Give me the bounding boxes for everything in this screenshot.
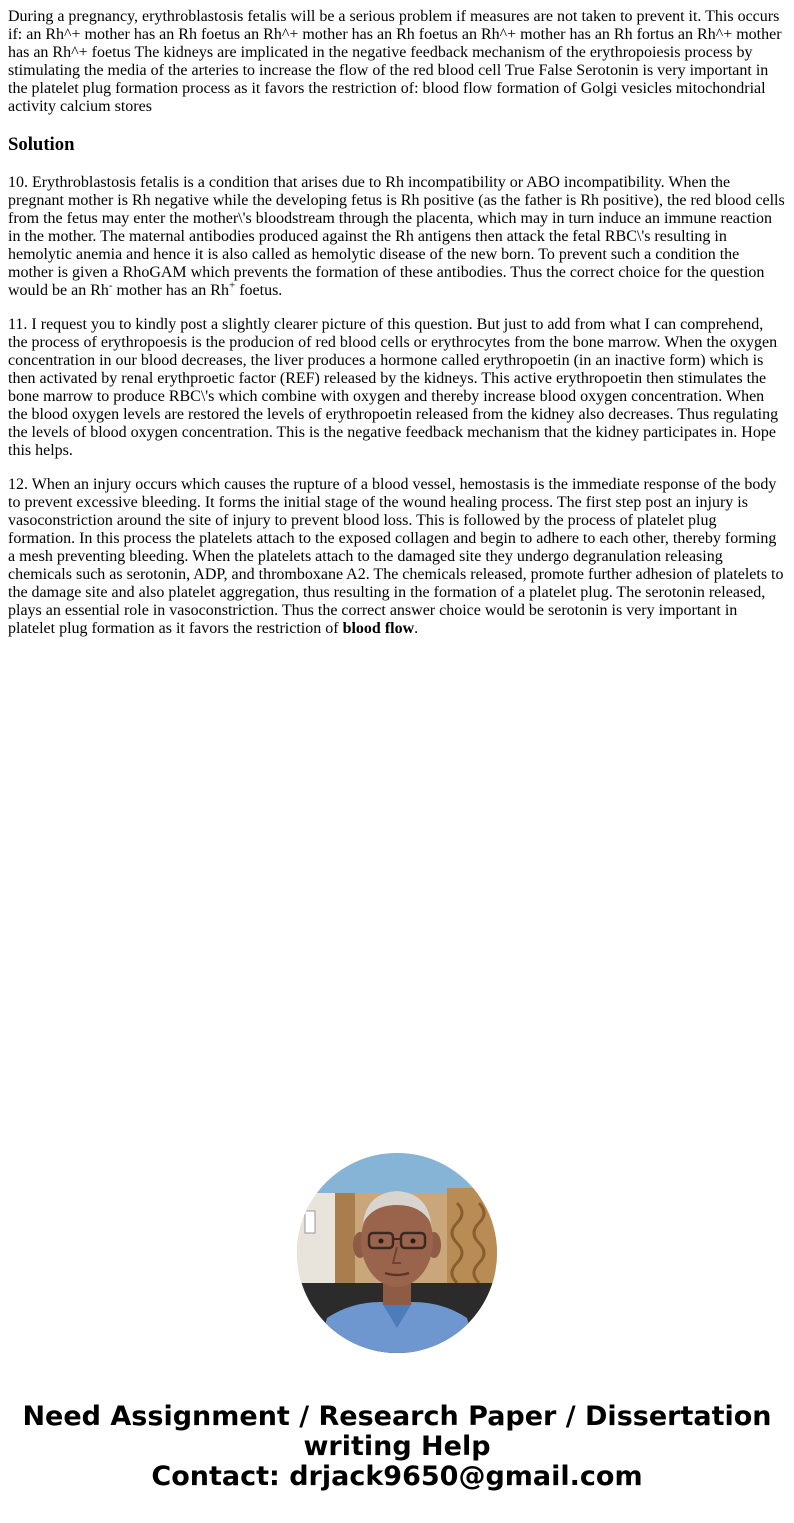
promo-banner xyxy=(0,1402,794,1492)
person-portrait-icon xyxy=(297,1153,497,1353)
answer-11: 11. I request you to kindly post a slightly clearer picture of this question. But just to add from what I can comprehend, the process of erythropoesis is the producion of red blood cells or erythrocytes from the bone marrow. When the oxygen concentration in our blood decreases, the liver produces a hormone called erythropoetin (in an inactive form) which is then activated by renal erythproetic factor (REF) released by the kidneys. This active erythropoetin then stimulates the bone marrow to produce RBC\'s which combine with oxygen and thereby increase blood oxygen concentration. When the blood oxygen levels are restored the levels of erythropoetin released from the kidney also decreases. Thus regulating the levels of blood oxygen concentration. This is the negative feedback mechanism that the kidney participates in. Hope this helps. xyxy=(8,316,779,459)
answer-12 xyxy=(8,476,786,638)
answer-12-end: . xyxy=(414,620,419,637)
solution-heading: Solution xyxy=(8,134,75,155)
answer-10-text: 10. Erythroblastosis fetalis is a condition that arises due to Rh incompatibility or ABO incompatibility. When the pregnant mother is Rh negative while the developing fetus is Rh positive (as the father is Rh positive), the red blood cells from the fetus may enter the mother\'s bloodstream through the placenta, which may in turn induce an immune reaction in the mother. The maternal antibodies produced against the Rh antigens then attack the fetal RBC\'s resulting in hemolytic anemia and hence it is also called as hemolytic disease of the new born. To prevent such a condition the mother is given a RhoGAM which prevents the formation of these antibodies. Thus the correct choice for the question would be an Rh xyxy=(8,174,785,299)
answer-12-text: 12. When an injury occurs which causes the rupture of a blood vessel, hemostasis is the immediate response of the body to prevent excessive bleeding. It forms the initial stage of the wound healing process. The first step post an injury is vasoconstriction around the site of injury to prevent blood loss. This is followed by the process of platelet plug formation. In this process the platelets attach to the exposed collagen and begin to adhere to each other, thereby forming a mesh preventing bleeding. When the platelets attach to the damaged site they undergo degranulation releasing chemicals such as serotonin, ADP, and thromboxane A2. The chemicals released, promote further adhesion of platelets to the damage site and also platelet aggregation, thus resulting in the formation of a platelet plug. The serotonin released, plays an essential role in vasoconstriction. Thus the correct answer choice would be serotonin is very important in platelet plug formation as it favors the restriction of xyxy=(8,476,784,637)
promo-headline: Need Assignment / Research Paper / Dissertation writing Help xyxy=(22,1401,772,1462)
promo-contact: Contact: drjack9650@gmail.com xyxy=(151,1461,643,1492)
answer-12-bold: blood flow xyxy=(342,620,415,637)
document-body xyxy=(8,8,786,654)
question-text: During a pregnancy, erythroblastosis fetalis will be a serious problem if measures are not taken to prevent it. This occurs if: an Rh^+ mother has an Rh foetus an Rh^+ mother has an Rh foetus an Rh^+ mother has an Rh fortus an Rh^+ mother has an Rh^+ foetus The kidneys are implicated in the negative feedback mechanism of the erythropoiesis process by stimulating the media of the arteries to increase the flow of the red blood cell True False Serotonin is very important in the platelet plug formation process as it favors the restriction of: blood flow formation of Golgi vesicles mitochondrial activity calcium stores xyxy=(8,8,782,115)
rh-positive-sup: + xyxy=(228,279,236,292)
avatar xyxy=(297,1153,497,1353)
answer-10-end: foetus. xyxy=(235,282,283,299)
answer-10 xyxy=(8,174,786,300)
rh-negative-sup: - xyxy=(108,279,113,292)
answer-10-mid: mother has an Rh xyxy=(112,282,229,299)
